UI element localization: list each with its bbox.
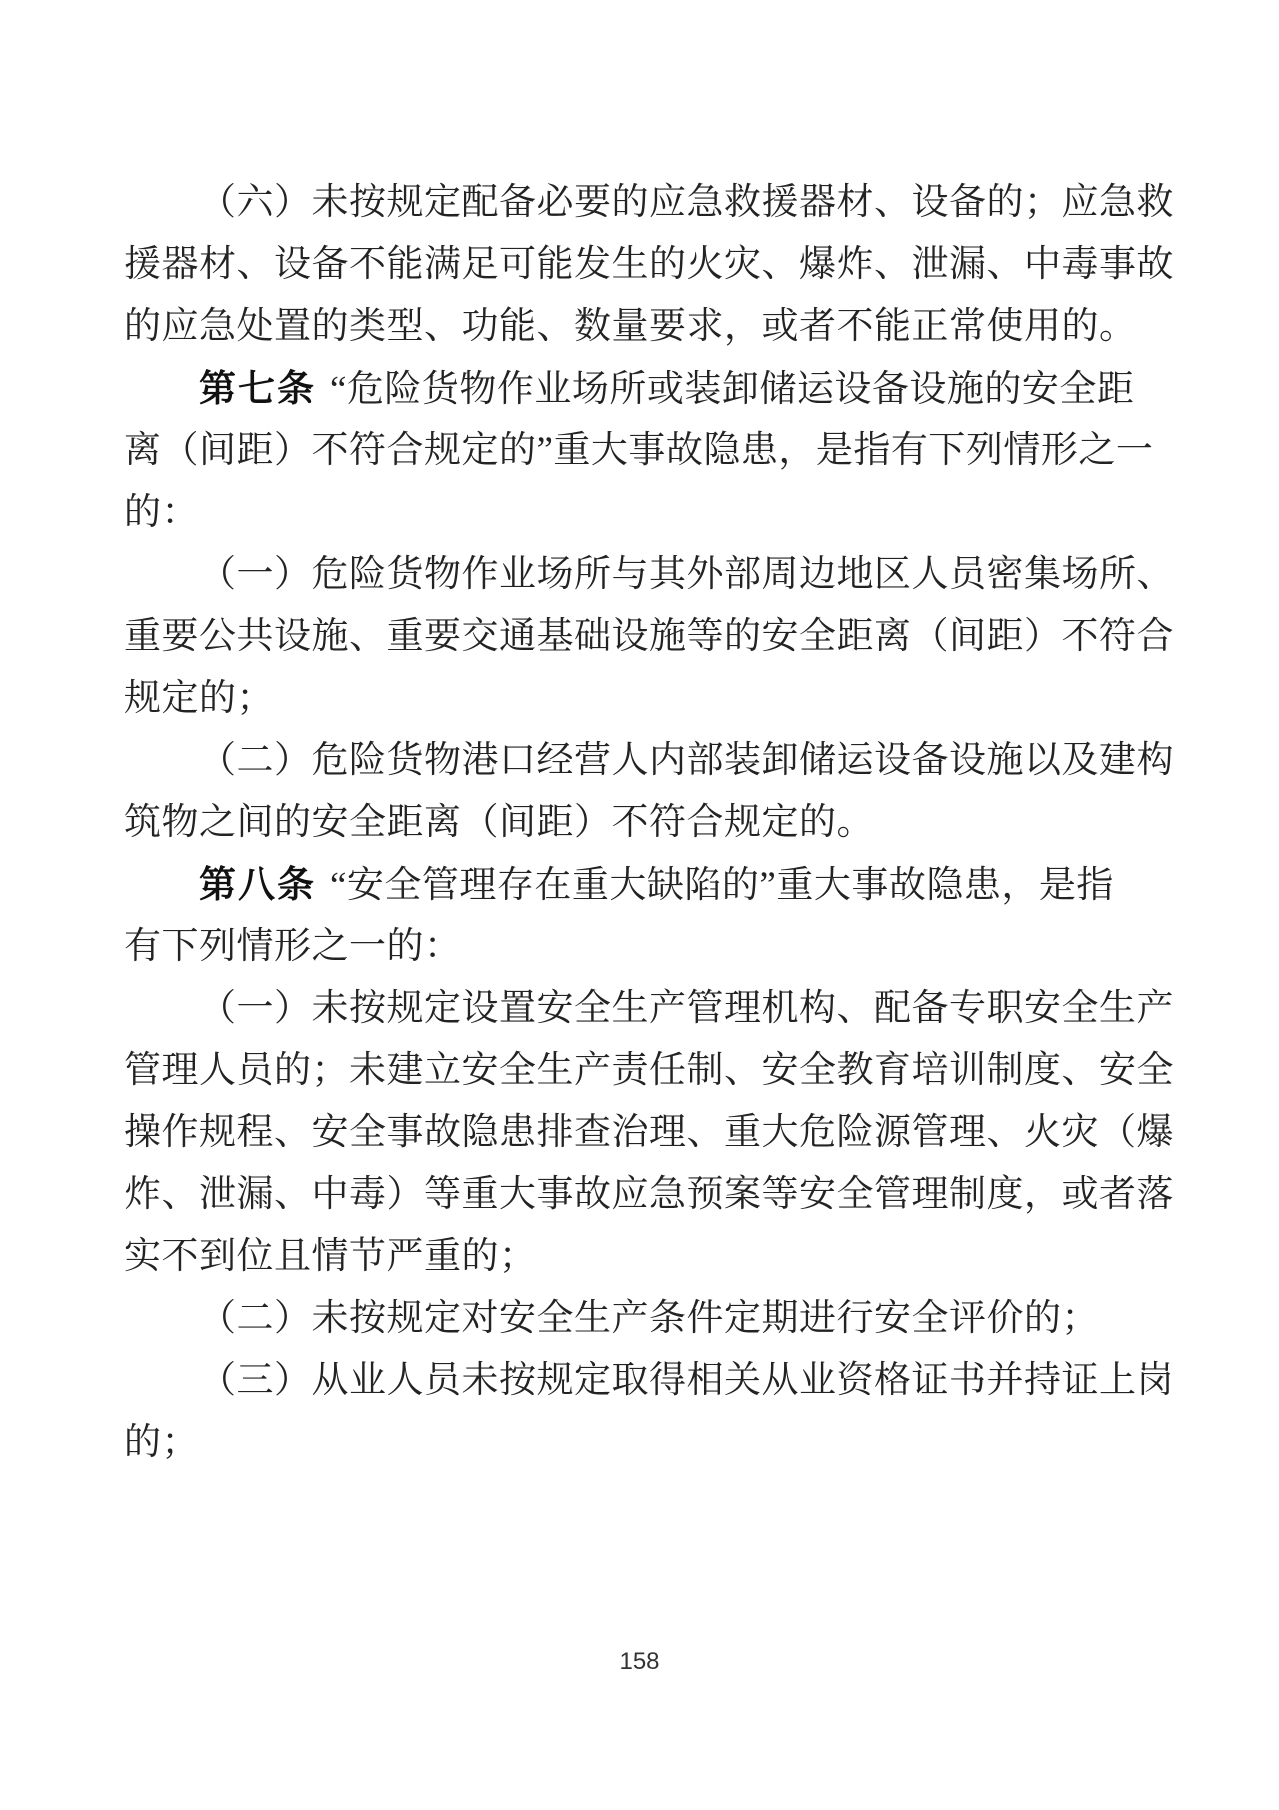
line-text: 的：: [124, 492, 199, 533]
text-line: [124, 544, 1174, 606]
text-line: [124, 1164, 1174, 1226]
line-text: （二）危险货物港口经营人内部装卸储运设备设施以及建构: [199, 740, 1174, 781]
line-text: 规定的；: [124, 678, 274, 719]
text-line: [124, 1412, 1164, 1474]
text-line: [124, 234, 1174, 296]
text-line: [124, 1288, 1164, 1350]
text-line: [124, 606, 1174, 668]
text-line: [124, 730, 1174, 792]
article-7-number: 第七条: [199, 368, 316, 409]
text-line-article-7: [124, 358, 1164, 420]
line-text: （六）未按规定配备必要的应急救援器材、设备的；应急救: [199, 182, 1174, 223]
line-text: 重要公共设施、重要交通基础设施等的安全距离（间距）不符合: [124, 616, 1174, 657]
page-number: 158: [619, 1648, 660, 1675]
line-text: 操作规程、安全事故隐患排查治理、重大危险源管理、火灾（爆: [124, 1112, 1174, 1153]
text-line: [124, 1102, 1174, 1164]
line-text: 炸、泄漏、中毒）等重大事故应急预案等安全管理制度，或者落: [124, 1174, 1174, 1215]
text-line: [124, 296, 1164, 358]
line-text: 的；: [124, 1422, 199, 1463]
line-text: （二）未按规定对安全生产条件定期进行安全评价的；: [199, 1298, 1099, 1339]
line-text: 管理人员的；未建立安全生产责任制、安全教育培训制度、安全: [124, 1050, 1174, 1091]
line-text: （三）从业人员未按规定取得相关从业资格证书并持证上岗: [199, 1360, 1174, 1401]
line-text: “危险货物作业场所或装卸储运设备设施的安全距: [330, 369, 1135, 410]
text-line: [124, 978, 1174, 1040]
text-line: [124, 792, 1164, 854]
text-line: [124, 668, 1164, 730]
line-text: 筑物之间的安全距离（间距）不符合规定的。: [124, 802, 874, 843]
line-text: 离（间距）不符合规定的”重大事故隐患，是指有下列情形之一: [124, 430, 1154, 471]
text-line: [124, 1226, 1164, 1288]
line-text: 有下列情形之一的：: [124, 926, 462, 967]
text-line: [124, 916, 1164, 978]
line-text: 的应急处置的类型、功能、数量要求，或者不能正常使用的。: [124, 306, 1137, 347]
line-text: （一）未按规定设置安全生产管理机构、配备专职安全生产: [199, 988, 1174, 1029]
text-line: [124, 420, 1164, 482]
text-line: [124, 482, 1164, 544]
text-line: [124, 1040, 1174, 1102]
line-text: “安全管理存在重大缺陷的”重大事故隐患，是指: [330, 865, 1114, 906]
line-text: 援器材、设备不能满足可能发生的火灾、爆炸、泄漏、中毒事故: [124, 244, 1174, 285]
document-text-block: [124, 172, 1174, 1474]
text-line: [124, 172, 1174, 234]
article-8-number: 第八条: [199, 864, 316, 905]
text-line-article-8: [124, 854, 1164, 916]
line-text: （一）危险货物作业场所与其外部周边地区人员密集场所、: [199, 554, 1174, 595]
line-text: 实不到位且情节严重的；: [124, 1236, 537, 1277]
text-line: [124, 1350, 1174, 1412]
